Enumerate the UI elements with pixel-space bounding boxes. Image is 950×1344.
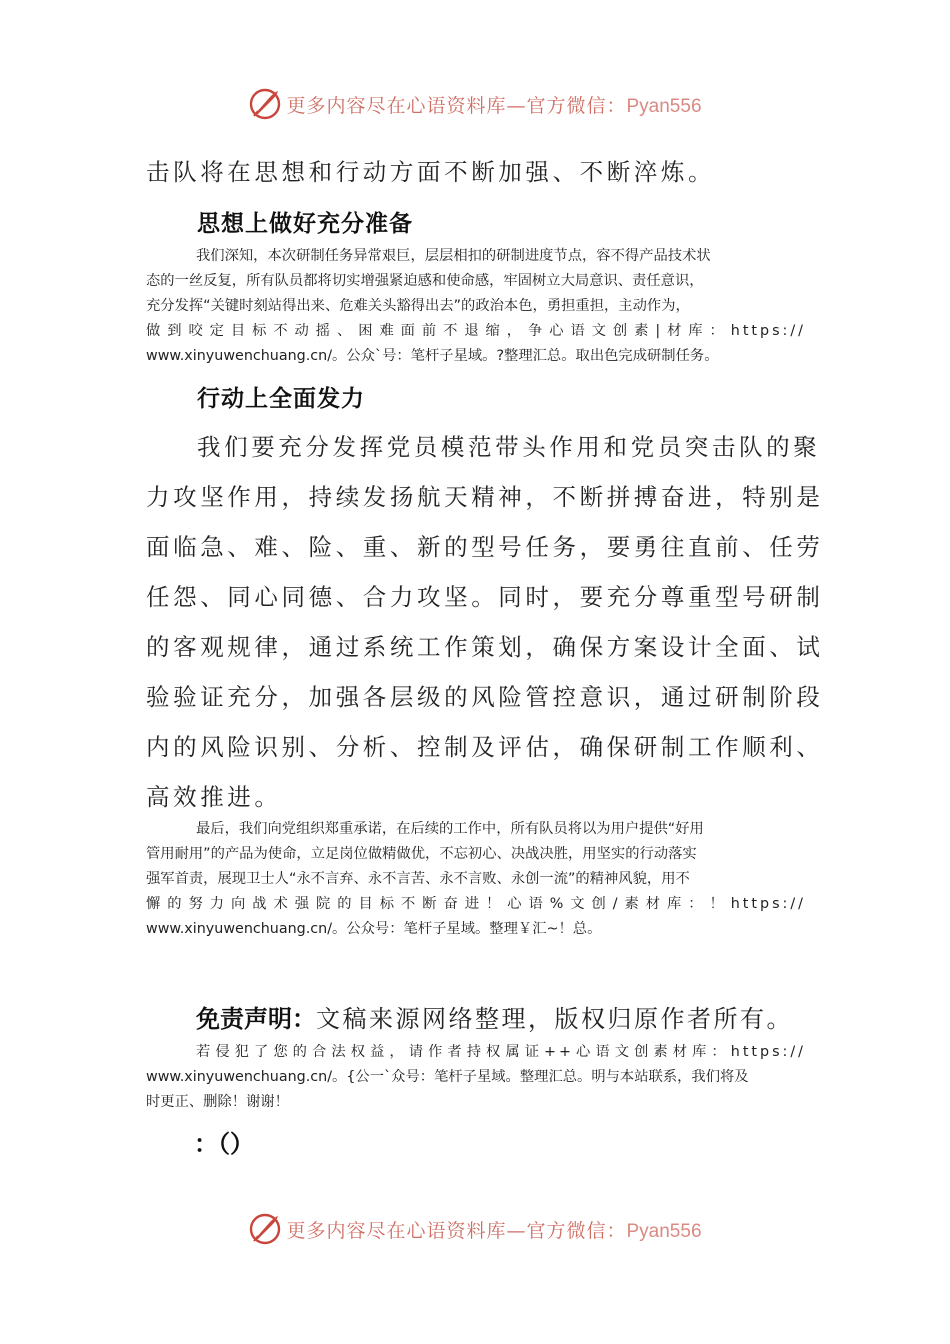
- paragraph-line: 验验证充分，加强各层级的风险管控意识，通过研制阶段: [146, 683, 824, 711]
- paragraph-line: 高效推进。: [146, 783, 282, 811]
- paragraph-line: 充分发挥“关键时刻站得出来、危难关头豁得出去”的政治本色，勇担重担，主动作为，: [146, 298, 690, 314]
- paragraph-line: 力攻坚作用，持续发扬航天精神，不断拼搏奋进，特别是: [146, 483, 824, 511]
- paragraph-line: 懈的努力向战术强院的目标不断奋进！心语%文创/素材库：！https://: [146, 896, 806, 912]
- paragraph-line: 内的风险识别、分析、控制及评估，确保研制工作顺利、: [146, 733, 824, 761]
- paragraph-line: 管用耐用”的产品为使命，立足岗位做精做优，不忘初心、决战决胜，用坚实的行动落实: [146, 846, 697, 862]
- paragraph-line: www.xinyuwenchuang.cn/。公众号：笔杆子星域。整理￥汇~！总。: [146, 921, 602, 937]
- wechat-id: Pyan556: [626, 95, 702, 117]
- wechat-id: Pyan556: [626, 1220, 702, 1242]
- paragraph-line: 做到咬定目标不动摇、困难面前不退缩，争心语文创素|材库：https://: [146, 323, 806, 339]
- paragraph-line: 我们深知，本次研制任务异常艰巨，层层相扣的研制进度节点，容不得产品技术状: [196, 248, 711, 264]
- quill-logo-icon: [248, 1212, 282, 1246]
- intro-line: 击队将在思想和行动方面不断加强、不断淬炼。: [146, 158, 716, 186]
- paragraph-line: 我们要充分发挥党员模范带头作用和党员突击队的聚: [197, 433, 821, 461]
- section1-paragraph: [146, 244, 806, 369]
- tail-mark: ：（）: [194, 1130, 254, 1158]
- disclaimer-title: 免责声明：: [196, 1005, 316, 1033]
- paragraph-line: 态的一丝反复，所有队员都将切实增强紧迫感和使命感，牢固树立大局意识、责任意识，: [146, 273, 704, 289]
- header-banner-text: 更多内容尽在心语资料库—官方微信：Pyan556: [286, 94, 702, 117]
- paragraph-line: www.xinyuwenchuang.cn/。{公一`众号：笔杆子星域。整理汇总。明与本站联系，我们将及: [146, 1069, 749, 1085]
- paragraph-line: 的客观规律，通过系统工作策划，确保方案设计全面、试: [146, 633, 824, 661]
- disclaimer-text: 文稿来源网络整理，版权归原作者所有。: [316, 1005, 793, 1033]
- section1-heading: 思想上做好充分准备: [197, 211, 413, 237]
- footer-banner-text: 更多内容尽在心语资料库—官方微信：Pyan556: [286, 1219, 702, 1242]
- disclaimer-heading: [196, 999, 856, 1034]
- paragraph-line: 强军首责，展现卫士人“永不言弃、永不言苦、永不言败、永创一流”的精神风貌，用不: [146, 871, 690, 887]
- disclaimer-paragraph: [146, 1040, 806, 1115]
- paragraph-line: www.xinyuwenchuang.cn/。公众`号：笔杆子星域。?整理汇总。取出色完成研制任务。: [146, 348, 719, 364]
- header-banner: [0, 82, 950, 126]
- paragraph-line: 若侵犯了您的合法权益，请作者持权属证++心语文创素材库：https://: [196, 1044, 806, 1060]
- section2-heading: 行动上全面发力: [197, 386, 365, 412]
- paragraph-line: 面临急、难、险、重、新的型号任务，要勇往直前、任劳: [146, 533, 824, 561]
- paragraph-line: 最后，我们向党组织郑重承诺，在后续的工作中，所有队员将以为用户提供“好用: [196, 821, 704, 837]
- paragraph-line: 时更正、删除！谢谢！: [146, 1094, 289, 1110]
- closing-paragraph: [146, 817, 806, 942]
- paragraph-line: 任怨、同心同德、合力攻坚。同时，要充分尊重型号研制: [146, 583, 824, 611]
- quill-logo-icon: [248, 87, 282, 121]
- footer-banner: [0, 1207, 950, 1251]
